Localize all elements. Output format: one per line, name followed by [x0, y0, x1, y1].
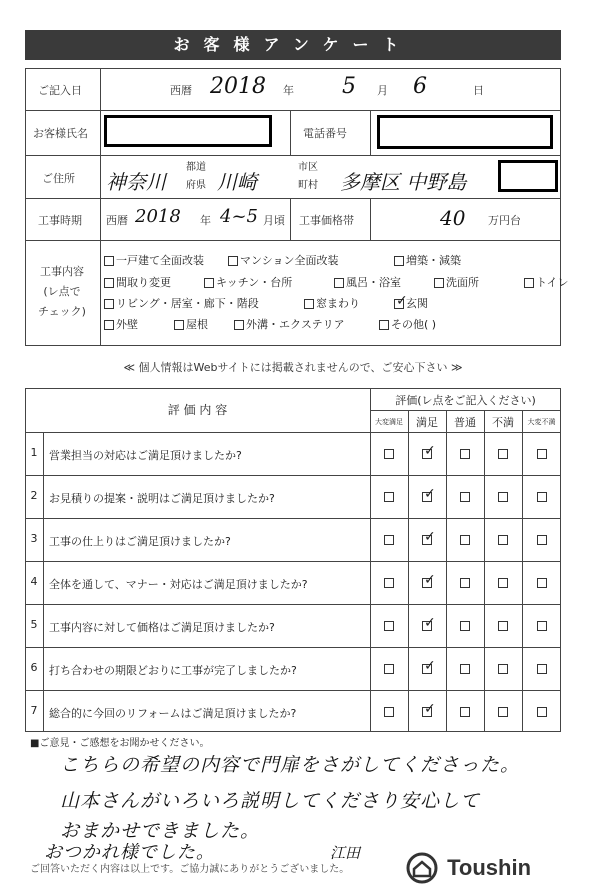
brand-name: Toushin [447, 855, 532, 880]
period-month-unit: 月頃 [263, 214, 285, 227]
rating-column-1: 満足 [416, 416, 438, 429]
work-options [104, 248, 569, 340]
question-text: 営業担当の対応はご満足頂けましたか? [49, 449, 242, 462]
period-era: 西暦 [106, 214, 128, 227]
option-checkbox[interactable] [334, 278, 344, 288]
question-text: 全体を通して、マナー・対応はご満足頂けましたか? [49, 578, 308, 591]
comment-line-4: おつかれ様でした。 [44, 842, 215, 863]
option-label: マンション全面改装 [240, 254, 339, 267]
work-option-1[interactable] [228, 252, 339, 268]
date-era: 西暦 [170, 84, 192, 97]
address-redaction [498, 160, 558, 192]
checkmark-icon: ✓ [424, 529, 436, 545]
work-option-9[interactable] [304, 295, 360, 311]
rating-checkbox[interactable] [537, 535, 547, 545]
rating-checkbox[interactable] [537, 492, 547, 502]
option-label: 玄関 [406, 297, 428, 310]
option-label: 外溝・エクステリア [246, 318, 345, 331]
city-unit-bottom: 町村 [298, 180, 318, 191]
rating-checkbox[interactable] [460, 535, 470, 545]
checkmark-icon: ✓ [424, 486, 436, 502]
question-number: 6 [30, 661, 38, 674]
option-checkbox[interactable] [104, 320, 114, 330]
question-text: 総合的に今回のリフォームはご満足頂けましたか? [49, 707, 297, 720]
city-unit-top: 市区 [298, 162, 318, 173]
question-text: 工事の仕上りはご満足頂けましたか? [49, 535, 231, 548]
rating-checkbox[interactable] [384, 621, 394, 631]
option-checkbox[interactable] [104, 256, 114, 266]
rating-checkbox[interactable] [422, 701, 436, 717]
date-day: 6 [413, 74, 427, 99]
option-checkbox[interactable] [104, 278, 114, 288]
rating-checkbox[interactable] [384, 664, 394, 674]
work-option-12[interactable] [174, 316, 208, 332]
rating-checkbox[interactable] [460, 664, 470, 674]
question-number: 5 [30, 618, 38, 631]
option-checkbox[interactable] [434, 278, 444, 288]
rating-column-0: 大変満足 [375, 418, 403, 426]
rating-checkbox[interactable] [460, 492, 470, 502]
option-checkbox[interactable] [304, 299, 314, 309]
rating-checkbox[interactable] [422, 572, 436, 588]
name-label: お客様氏名 [33, 127, 88, 140]
content-label [30, 262, 94, 322]
option-label: 増築・減築 [406, 254, 461, 267]
rating-checkbox[interactable] [498, 578, 508, 588]
content-label-line1: 工事内容 [40, 265, 84, 278]
rating-checkbox[interactable] [384, 578, 394, 588]
rating-checkbox[interactable] [498, 492, 508, 502]
option-label: 洗面所 [446, 276, 479, 289]
work-option-6[interactable] [434, 274, 479, 290]
price-unit: 万円台 [488, 214, 521, 227]
option-label: 外壁 [116, 318, 138, 331]
option-checkbox[interactable] [394, 256, 404, 266]
work-option-10[interactable] [394, 295, 428, 311]
date-month-unit: 月 [377, 84, 388, 97]
pref-unit-top: 都道 [186, 162, 206, 173]
option-label: トイレ [536, 276, 569, 289]
checkmark-icon: ✓ [424, 443, 436, 459]
date-month: 5 [342, 74, 356, 99]
rating-checkbox[interactable] [460, 707, 470, 717]
option-label: 窓まわり [316, 297, 360, 310]
work-option-13[interactable] [234, 316, 345, 332]
checkmark-icon: ✓ [424, 701, 436, 717]
work-option-14[interactable] [379, 316, 436, 332]
option-checkbox[interactable] [174, 320, 184, 330]
date-label: ご記入日 [38, 84, 82, 97]
option-label: 一戸建て全面改装 [116, 254, 204, 267]
rating-checkbox[interactable] [422, 658, 436, 674]
option-checkbox[interactable] [394, 293, 408, 309]
work-option-8[interactable] [104, 295, 259, 311]
rating-checkbox[interactable] [460, 449, 470, 459]
date-year: 2018 [210, 74, 266, 99]
option-label: リビング・居室・廊下・階段 [116, 297, 259, 310]
work-option-3[interactable] [104, 274, 171, 290]
work-option-11[interactable] [104, 316, 138, 332]
option-checkbox[interactable] [524, 278, 534, 288]
option-checkbox[interactable] [234, 320, 244, 330]
rating-checkbox[interactable] [537, 449, 547, 459]
rating-checkbox[interactable] [384, 535, 394, 545]
rating-checkbox[interactable] [460, 621, 470, 631]
name-redaction [104, 115, 272, 147]
rating-checkbox[interactable] [460, 578, 470, 588]
survey-title: お客様アンケート [25, 30, 561, 60]
rating-checkbox[interactable] [498, 707, 508, 717]
footer-text: ご回答いただく内容は以上です。ご協力誠にありがとうございました。 [30, 864, 350, 875]
phone-label: 電話番号 [303, 127, 347, 140]
option-label: キッチン・台所 [216, 276, 293, 289]
option-label: その他( ) [391, 318, 437, 331]
phone-redaction [377, 115, 553, 149]
comment-line-3: おまかせできました。 [60, 820, 261, 842]
pref-unit-bottom: 府県 [186, 180, 206, 191]
option-label: 屋根 [186, 318, 208, 331]
period-year: 2018 [135, 206, 181, 227]
address-area: 多摩区 中野島 [340, 170, 467, 194]
rating-column-2: 普通 [454, 416, 476, 429]
rating-checkbox[interactable] [498, 621, 508, 631]
rating-checkbox[interactable] [537, 664, 547, 674]
rating-checkbox[interactable] [384, 449, 394, 459]
rating-checkbox[interactable] [537, 578, 547, 588]
work-option-2[interactable] [394, 252, 461, 268]
option-checkbox[interactable] [204, 278, 214, 288]
rating-checkbox[interactable] [498, 449, 508, 459]
question-number: 3 [30, 532, 38, 545]
period-year-unit: 年 [200, 214, 211, 227]
rating-checkbox[interactable] [422, 529, 436, 545]
address-label: ご住所 [42, 172, 75, 185]
content-label-line3: チェック) [38, 305, 86, 318]
rating-checkbox[interactable] [422, 486, 436, 502]
rating-checkbox[interactable] [498, 664, 508, 674]
option-checkbox[interactable] [104, 299, 114, 309]
rating-checkbox[interactable] [422, 443, 436, 459]
work-option-7[interactable] [524, 274, 568, 290]
rating-column-4: 大変不満 [527, 418, 556, 426]
question-number: 2 [30, 489, 38, 502]
period-label: 工事時期 [38, 214, 82, 227]
rating-header: 評価(レ点をご記入ください) [395, 394, 536, 407]
price-label: 工事価格帯 [299, 214, 354, 227]
comment-line-2: 山本さんがいろいろ説明してくださり安心して [60, 790, 481, 812]
rating-checkbox[interactable] [422, 615, 436, 631]
checkmark-icon: ✓ [424, 658, 436, 674]
checkmark-icon: ✓ [424, 572, 436, 588]
option-checkbox[interactable] [379, 320, 389, 330]
rating-checkbox[interactable] [384, 492, 394, 502]
question-number: 7 [30, 704, 38, 717]
rating-checkbox[interactable] [537, 707, 547, 717]
date-day-unit: 日 [473, 84, 484, 97]
rating-checkbox[interactable] [384, 707, 394, 717]
checkmark-icon: ✓ [424, 615, 436, 631]
option-label: 間取り変更 [116, 276, 171, 289]
question-text: お見積りの提案・説明はご満足頂けましたか? [49, 492, 275, 505]
comment-line-1: こちらの希望の内容で門扉をさがしてくださった。 [60, 754, 521, 776]
option-checkbox[interactable] [228, 256, 238, 266]
work-option-0[interactable] [104, 252, 204, 268]
address-pref: 神奈川 [106, 170, 166, 194]
date-year-unit: 年 [283, 84, 294, 97]
checkmark-icon: ✓ [396, 293, 408, 309]
question-number: 1 [30, 446, 38, 459]
work-option-4[interactable] [204, 274, 292, 290]
comment-signature: 江田 [330, 844, 361, 862]
work-option-5[interactable] [334, 274, 401, 290]
question-text: 工事内容に対して価格はご満足頂けましたか? [49, 621, 275, 634]
rating-column-3: 不満 [492, 416, 514, 429]
rating-checkbox[interactable] [498, 535, 508, 545]
option-label: 風呂・浴室 [346, 276, 401, 289]
content-label-line2: (レ点で [43, 285, 81, 298]
privacy-notice: ≪ 個人情報はWebサイトには掲載されませんので、ご安心下さい ≫ [123, 361, 463, 374]
house-logo-icon [406, 852, 438, 884]
question-text: 打ち合わせの期限どおりに工事が完了しましたか? [49, 664, 297, 677]
comments-label: ■ご意見・ご感想をお聞かせください。 [30, 738, 210, 749]
address-city: 川崎 [217, 170, 257, 194]
question-number: 4 [30, 575, 38, 588]
brand-logo [406, 852, 531, 884]
rating-checkbox[interactable] [537, 621, 547, 631]
period-month: 4~5 [220, 206, 258, 227]
price-value: 40 [440, 206, 466, 230]
content-header: 評 価 内 容 [167, 403, 228, 417]
